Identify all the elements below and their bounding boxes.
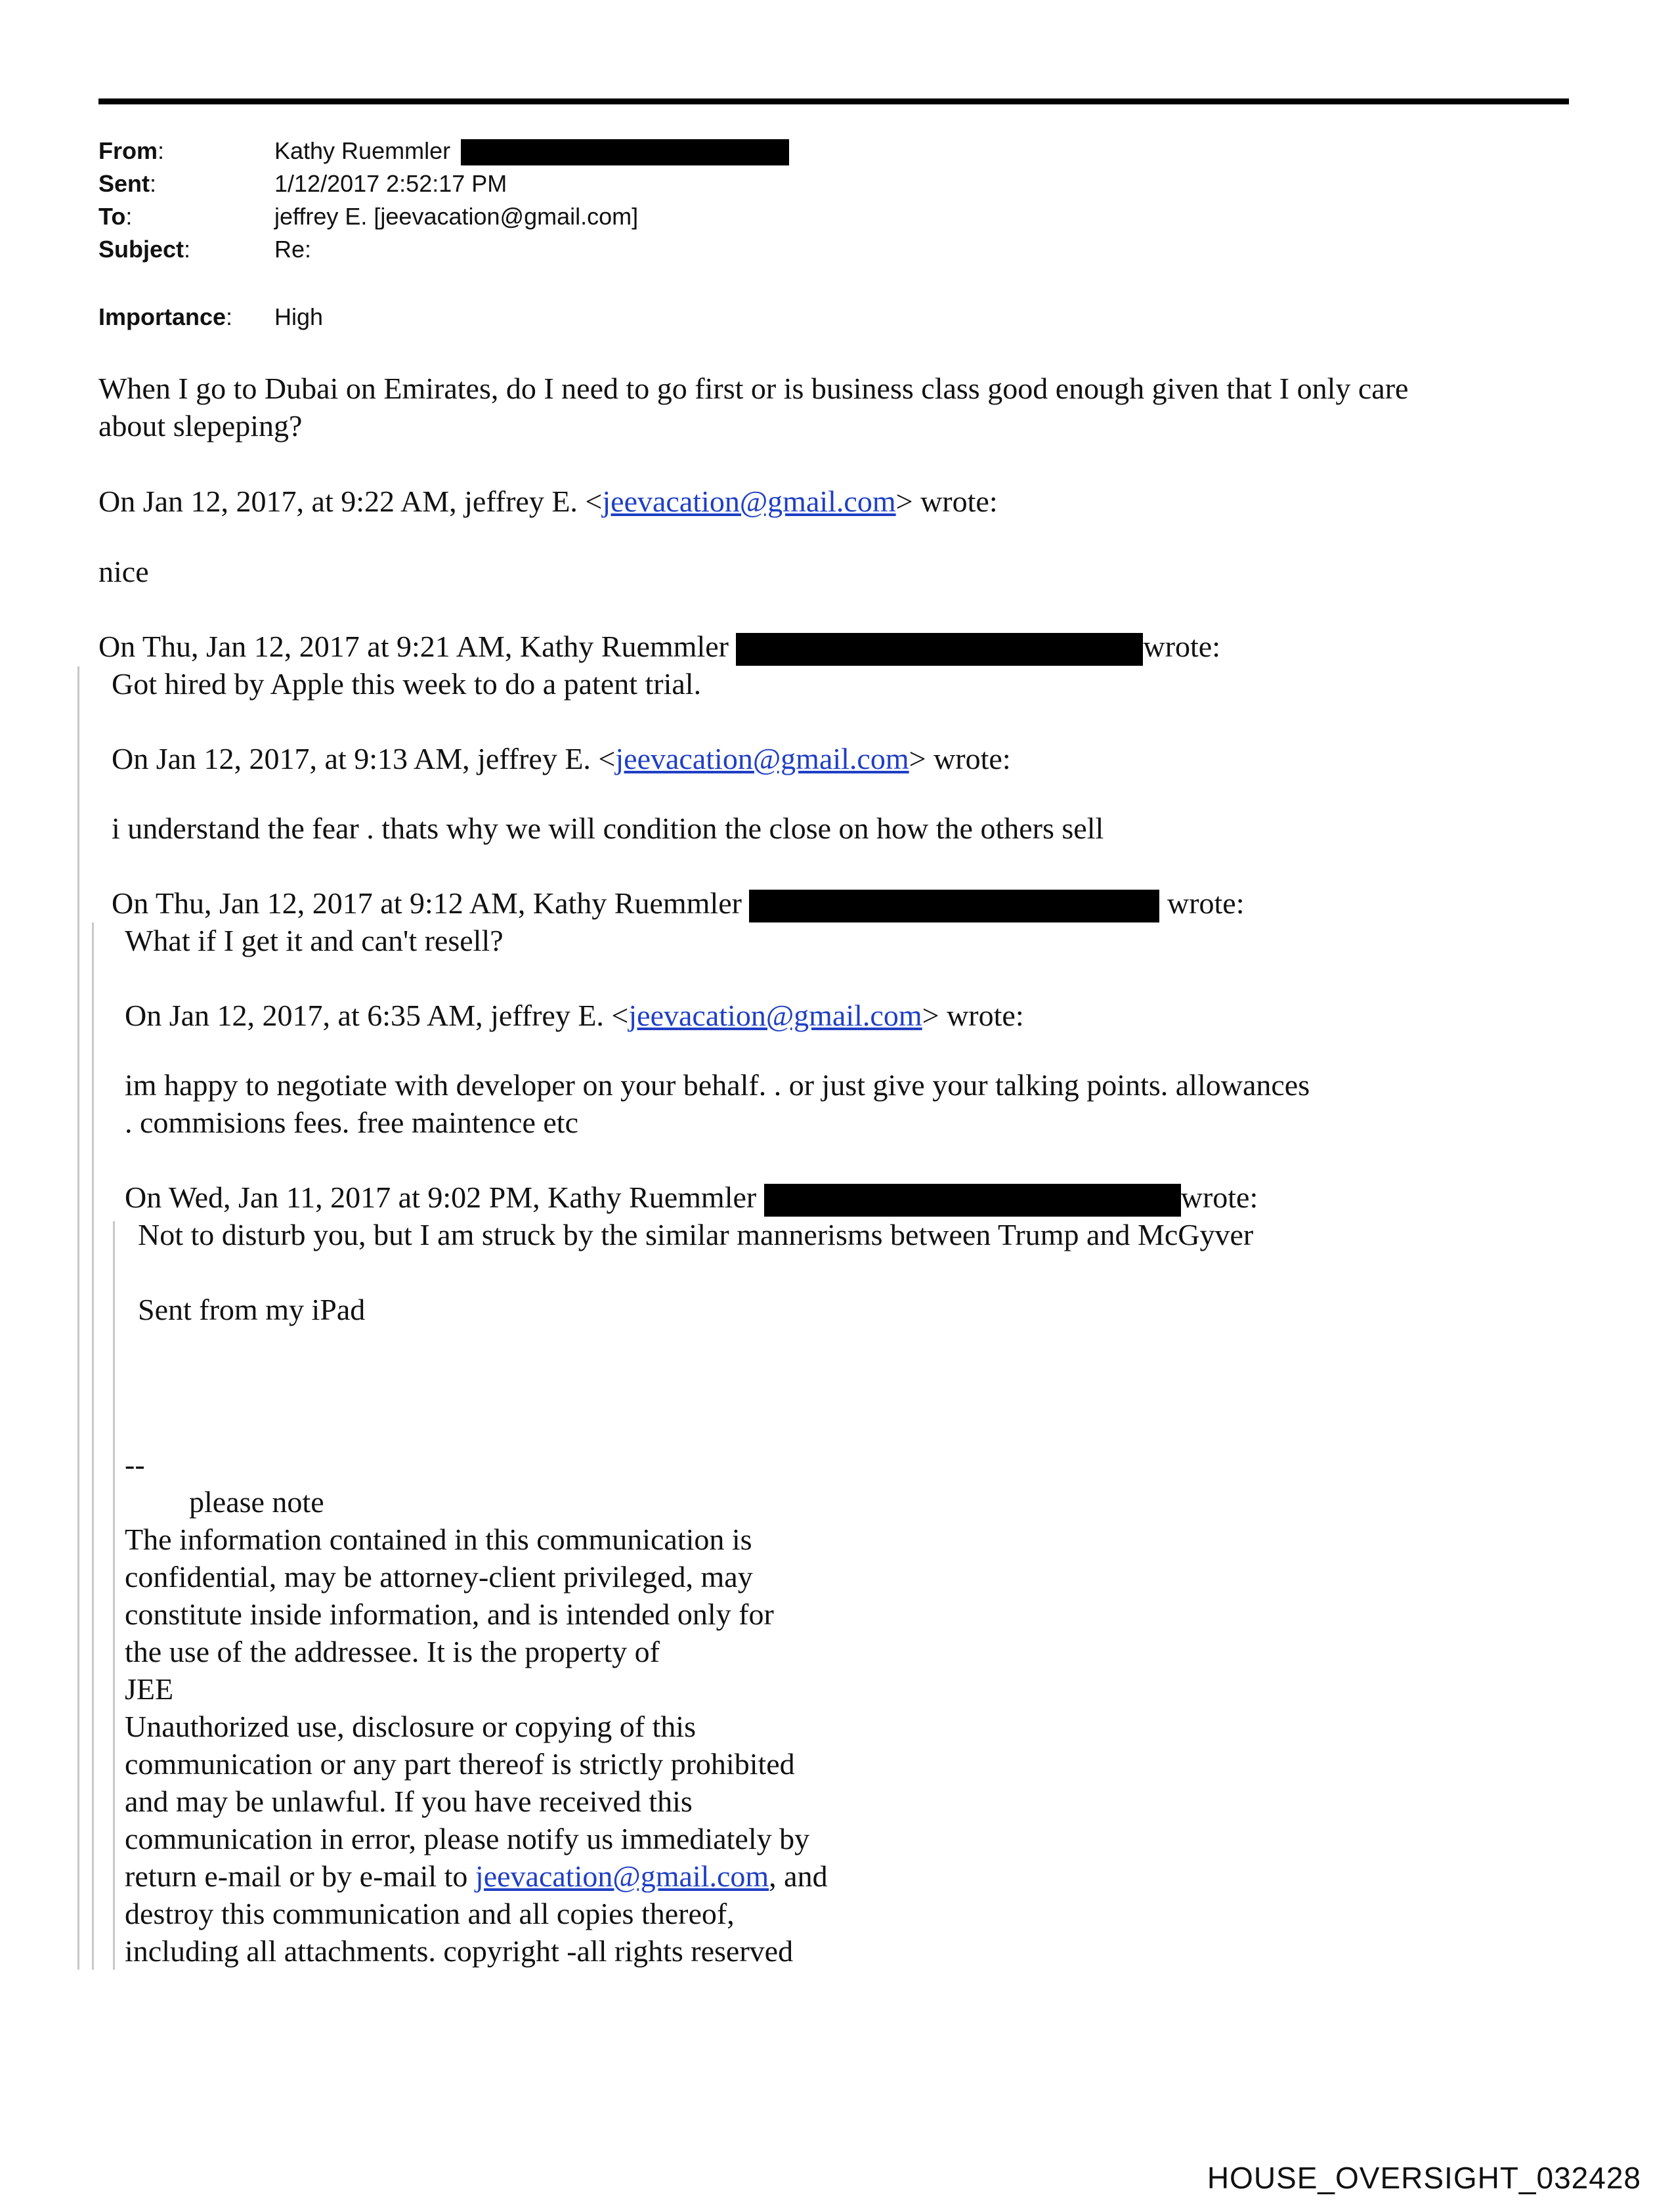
email-link[interactable]: jeevacation@gmail.com: [602, 485, 896, 518]
disclaimer-line: constitute inside information, and is intended only for: [125, 1597, 774, 1631]
subject-label: Subject: [98, 236, 184, 263]
redaction-block: [461, 139, 789, 165]
importance-label: Importance: [98, 303, 226, 330]
redaction-block: [736, 633, 1143, 666]
to-label: To: [98, 203, 126, 230]
disclaimer-line: and may be unlawful. If you have received this: [125, 1785, 693, 1818]
redaction-block: [749, 890, 1159, 922]
quote-header: On Jan 12, 2017, at 6:35 AM, jeffrey E. <jeevacation@gmail.com> wrote:: [125, 999, 1024, 1032]
disclaimer-line: communication or any part thereof is strictly prohibited: [125, 1747, 795, 1781]
disclaimer-line: communication in error, please notify us immediately by: [125, 1822, 810, 1855]
signature-line: Sent from my iPad: [138, 1293, 366, 1326]
to-value: jeffrey E. [jeevacation@gmail.com]: [274, 203, 639, 230]
sent-value: 1/12/2017 2:52:17 PM: [274, 170, 507, 197]
quote-header: On Jan 12, 2017, at 9:13 AM, jeffrey E. <jeevacation@gmail.com> wrote:: [112, 742, 1011, 775]
signature-separator: --: [125, 1448, 145, 1481]
disclaimer-line: return e-mail or by e-mail to jeevacation@gmail.com, and: [125, 1859, 828, 1893]
disclaimer-line: the use of the addressee. It is the property of: [125, 1635, 660, 1668]
from-label: From: [98, 137, 158, 164]
disclaimer-line: destroy this communication and all copies thereof,: [125, 1897, 735, 1930]
disclaimer-line: Unauthorized use, disclosure or copying of this: [125, 1710, 696, 1743]
sent-label: Sent: [98, 170, 150, 197]
quote-header: On Jan 12, 2017, at 9:22 AM, jeffrey E. <jeevacation@gmail.com> wrote:: [98, 485, 998, 518]
quote-header: On Thu, Jan 12, 2017 at 9:12 AM, Kathy Ruemmler wrote:: [112, 884, 1244, 922]
message-line: Got hired by Apple this week to do a patent trial.: [112, 667, 702, 701]
disclaimer-line: confidential, may be attorney-client privileged, may: [125, 1560, 753, 1594]
email-link[interactable]: jeevacation@gmail.com: [475, 1859, 769, 1893]
message-line: im happy to negotiate with developer on your behalf. . or just give your talking points. allowances: [125, 1068, 1310, 1102]
quote-header: On Wed, Jan 11, 2017 at 9:02 PM, Kathy Ruemmler wrote:: [125, 1179, 1258, 1217]
disclaimer-line: including all attachments. copyright -all rights reserved: [125, 1934, 794, 1968]
quote-bar-level-3: [113, 1221, 115, 1970]
message-line: When I go to Dubai on Emirates, do I need to go first or is business class good enough given that I only care: [98, 372, 1409, 405]
message-line: about slepeping?: [98, 409, 303, 443]
message-line: nice: [98, 555, 149, 588]
header-rule: [98, 98, 1569, 104]
message-line: i understand the fear . thats why we will condition the close on how the others sell: [112, 812, 1104, 845]
importance-value: High: [274, 303, 324, 330]
redaction-block: [764, 1184, 1181, 1217]
email-link[interactable]: jeevacation@gmail.com: [628, 999, 922, 1032]
message-line: . commisions fees. free maintence etc: [125, 1106, 578, 1139]
from-value: Kathy Ruemmler: [274, 137, 451, 164]
disclaimer-line: JEE: [125, 1672, 174, 1706]
quote-bar-level-1: [77, 666, 79, 1970]
message-line: What if I get it and can't resell?: [125, 924, 504, 957]
quote-header: On Thu, Jan 12, 2017 at 9:21 AM, Kathy Ruemmler wrote:: [98, 628, 1220, 666]
disclaimer-line: The information contained in this communication is: [125, 1523, 752, 1556]
disclaimer-heading: please note: [189, 1485, 324, 1519]
quote-bar-level-2: [92, 922, 94, 1970]
email-link[interactable]: jeevacation@gmail.com: [615, 742, 909, 775]
bates-number: HOUSE_OVERSIGHT_032428: [1207, 2161, 1641, 2195]
message-line: Not to disturb you, but I am struck by the similar mannerisms between Trump and McGyver: [138, 1218, 1254, 1251]
subject-value: Re:: [274, 236, 312, 263]
